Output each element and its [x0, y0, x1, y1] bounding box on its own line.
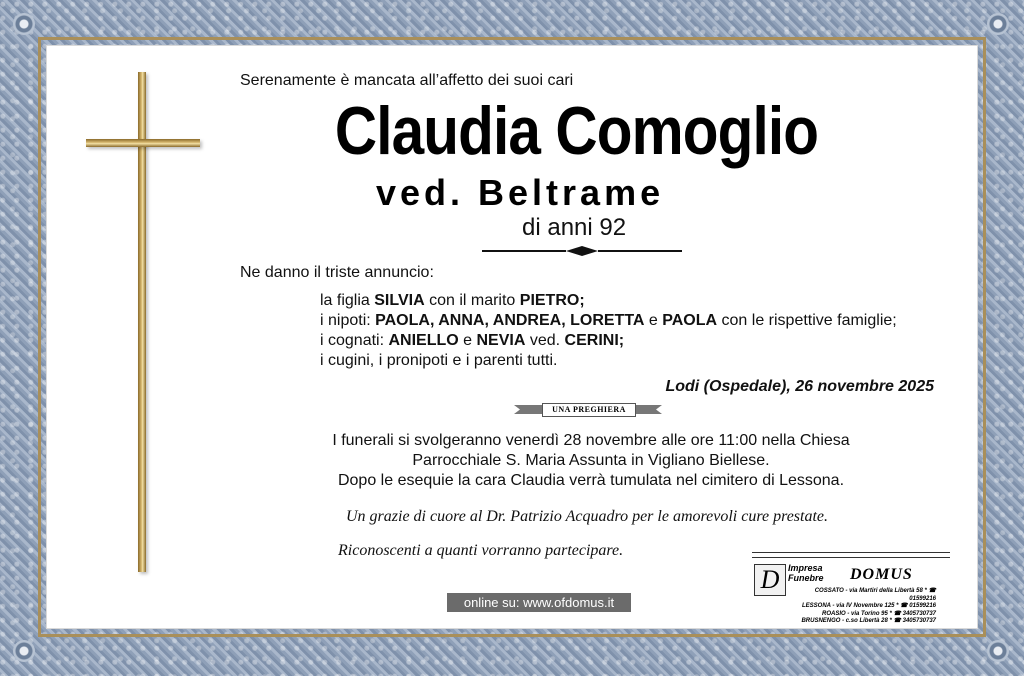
relatives-line: [320, 352, 557, 370]
logo-rule: [752, 552, 950, 558]
intro-text: Serenamente è mancata all’affetto dei suoi cari: [240, 72, 574, 89]
funeral-line: Dopo le esequie la cara Claudia verrà tumulata nel cimitero di Lessona.: [337, 472, 845, 489]
logo-brand: DOMUS: [850, 566, 913, 583]
corner-ornament-bottom-right: [987, 640, 1009, 662]
prayer-label: UNA PREGHIERA: [542, 403, 636, 417]
relative-text: i cugini, i pronipoti e i parenti tutti.: [320, 352, 558, 369]
relatives-line: [320, 292, 585, 310]
relative-text: i nipoti:: [320, 312, 376, 329]
relatives-line: [320, 332, 624, 350]
ornament-divider: [482, 245, 682, 257]
address-line: LESSONA - via IV Novembre 125 * ☎ 01599216: [802, 603, 936, 609]
funeral-line: I funerali si svolgeranno venerdì 28 novembre alle ore 11:00 nella Chiesa: [332, 432, 850, 449]
relative-text: ved.: [525, 332, 565, 349]
relative-text: i cognati:: [320, 332, 389, 349]
age-text: di anni 92: [522, 214, 627, 241]
logo-impresa: [788, 563, 824, 583]
address-line: BRUSNENGO - c.so Libertà 28 * ☎ 3405730737: [801, 618, 936, 624]
relative-text: e: [644, 312, 663, 329]
corner-ornament-top-right: [987, 13, 1009, 35]
funeral-home-logo: [752, 550, 952, 630]
address-line: COSSATO - via Martiri della Libertà 58 * ☎ 01599216: [814, 588, 936, 602]
relative-name: PAOLA, ANNA, ANDREA, LORETTA: [375, 312, 645, 329]
corner-ornament-top-left: [13, 13, 35, 35]
corner-ornament-bottom-left: [13, 640, 35, 662]
funeral-line: Parrocchiale S. Maria Assunta in Vigliano Biellese.: [412, 452, 770, 469]
announce-text: Ne danno il triste annuncio:: [240, 264, 434, 281]
deceased-name: Claudia Comoglio: [334, 93, 819, 169]
grateful-text: Riconoscenti a quanti vorranno partecipare.: [338, 542, 624, 559]
relative-text: con il marito: [424, 292, 520, 309]
relatives-line: [320, 312, 897, 330]
logo-d-icon: D: [754, 564, 786, 596]
logo-addresses: [788, 588, 936, 626]
relative-name: NEVIA: [476, 332, 526, 349]
relative-text: con le rispettive famiglie;: [717, 312, 897, 329]
relative-text: e: [458, 332, 477, 349]
relative-name: CERINI;: [564, 332, 625, 349]
address-line: ROASIO - via Torino 95 * ☎ 3405730737: [822, 610, 936, 617]
relative-name: PIETRO;: [519, 292, 585, 309]
married-name: ved. Beltrame: [376, 172, 665, 213]
relative-text: la figlia: [320, 292, 375, 309]
prayer-ribbon[interactable]: [514, 402, 662, 416]
relative-name: PAOLA: [662, 312, 718, 329]
logo-impresa-word: Impresa: [788, 563, 823, 573]
relative-name: ANIELLO: [388, 332, 459, 349]
logo-funebre-word: Funebre: [788, 573, 824, 583]
relative-name: SILVIA: [374, 292, 425, 309]
place-date: Lodi (Ospedale), 26 novembre 2025: [665, 378, 934, 395]
thanks-text: Un grazie di cuore al Dr. Patrizio Acquadro per le amorevoli cure prestate.: [346, 508, 829, 525]
online-link[interactable]: online su: www.ofdomus.it: [447, 593, 631, 612]
